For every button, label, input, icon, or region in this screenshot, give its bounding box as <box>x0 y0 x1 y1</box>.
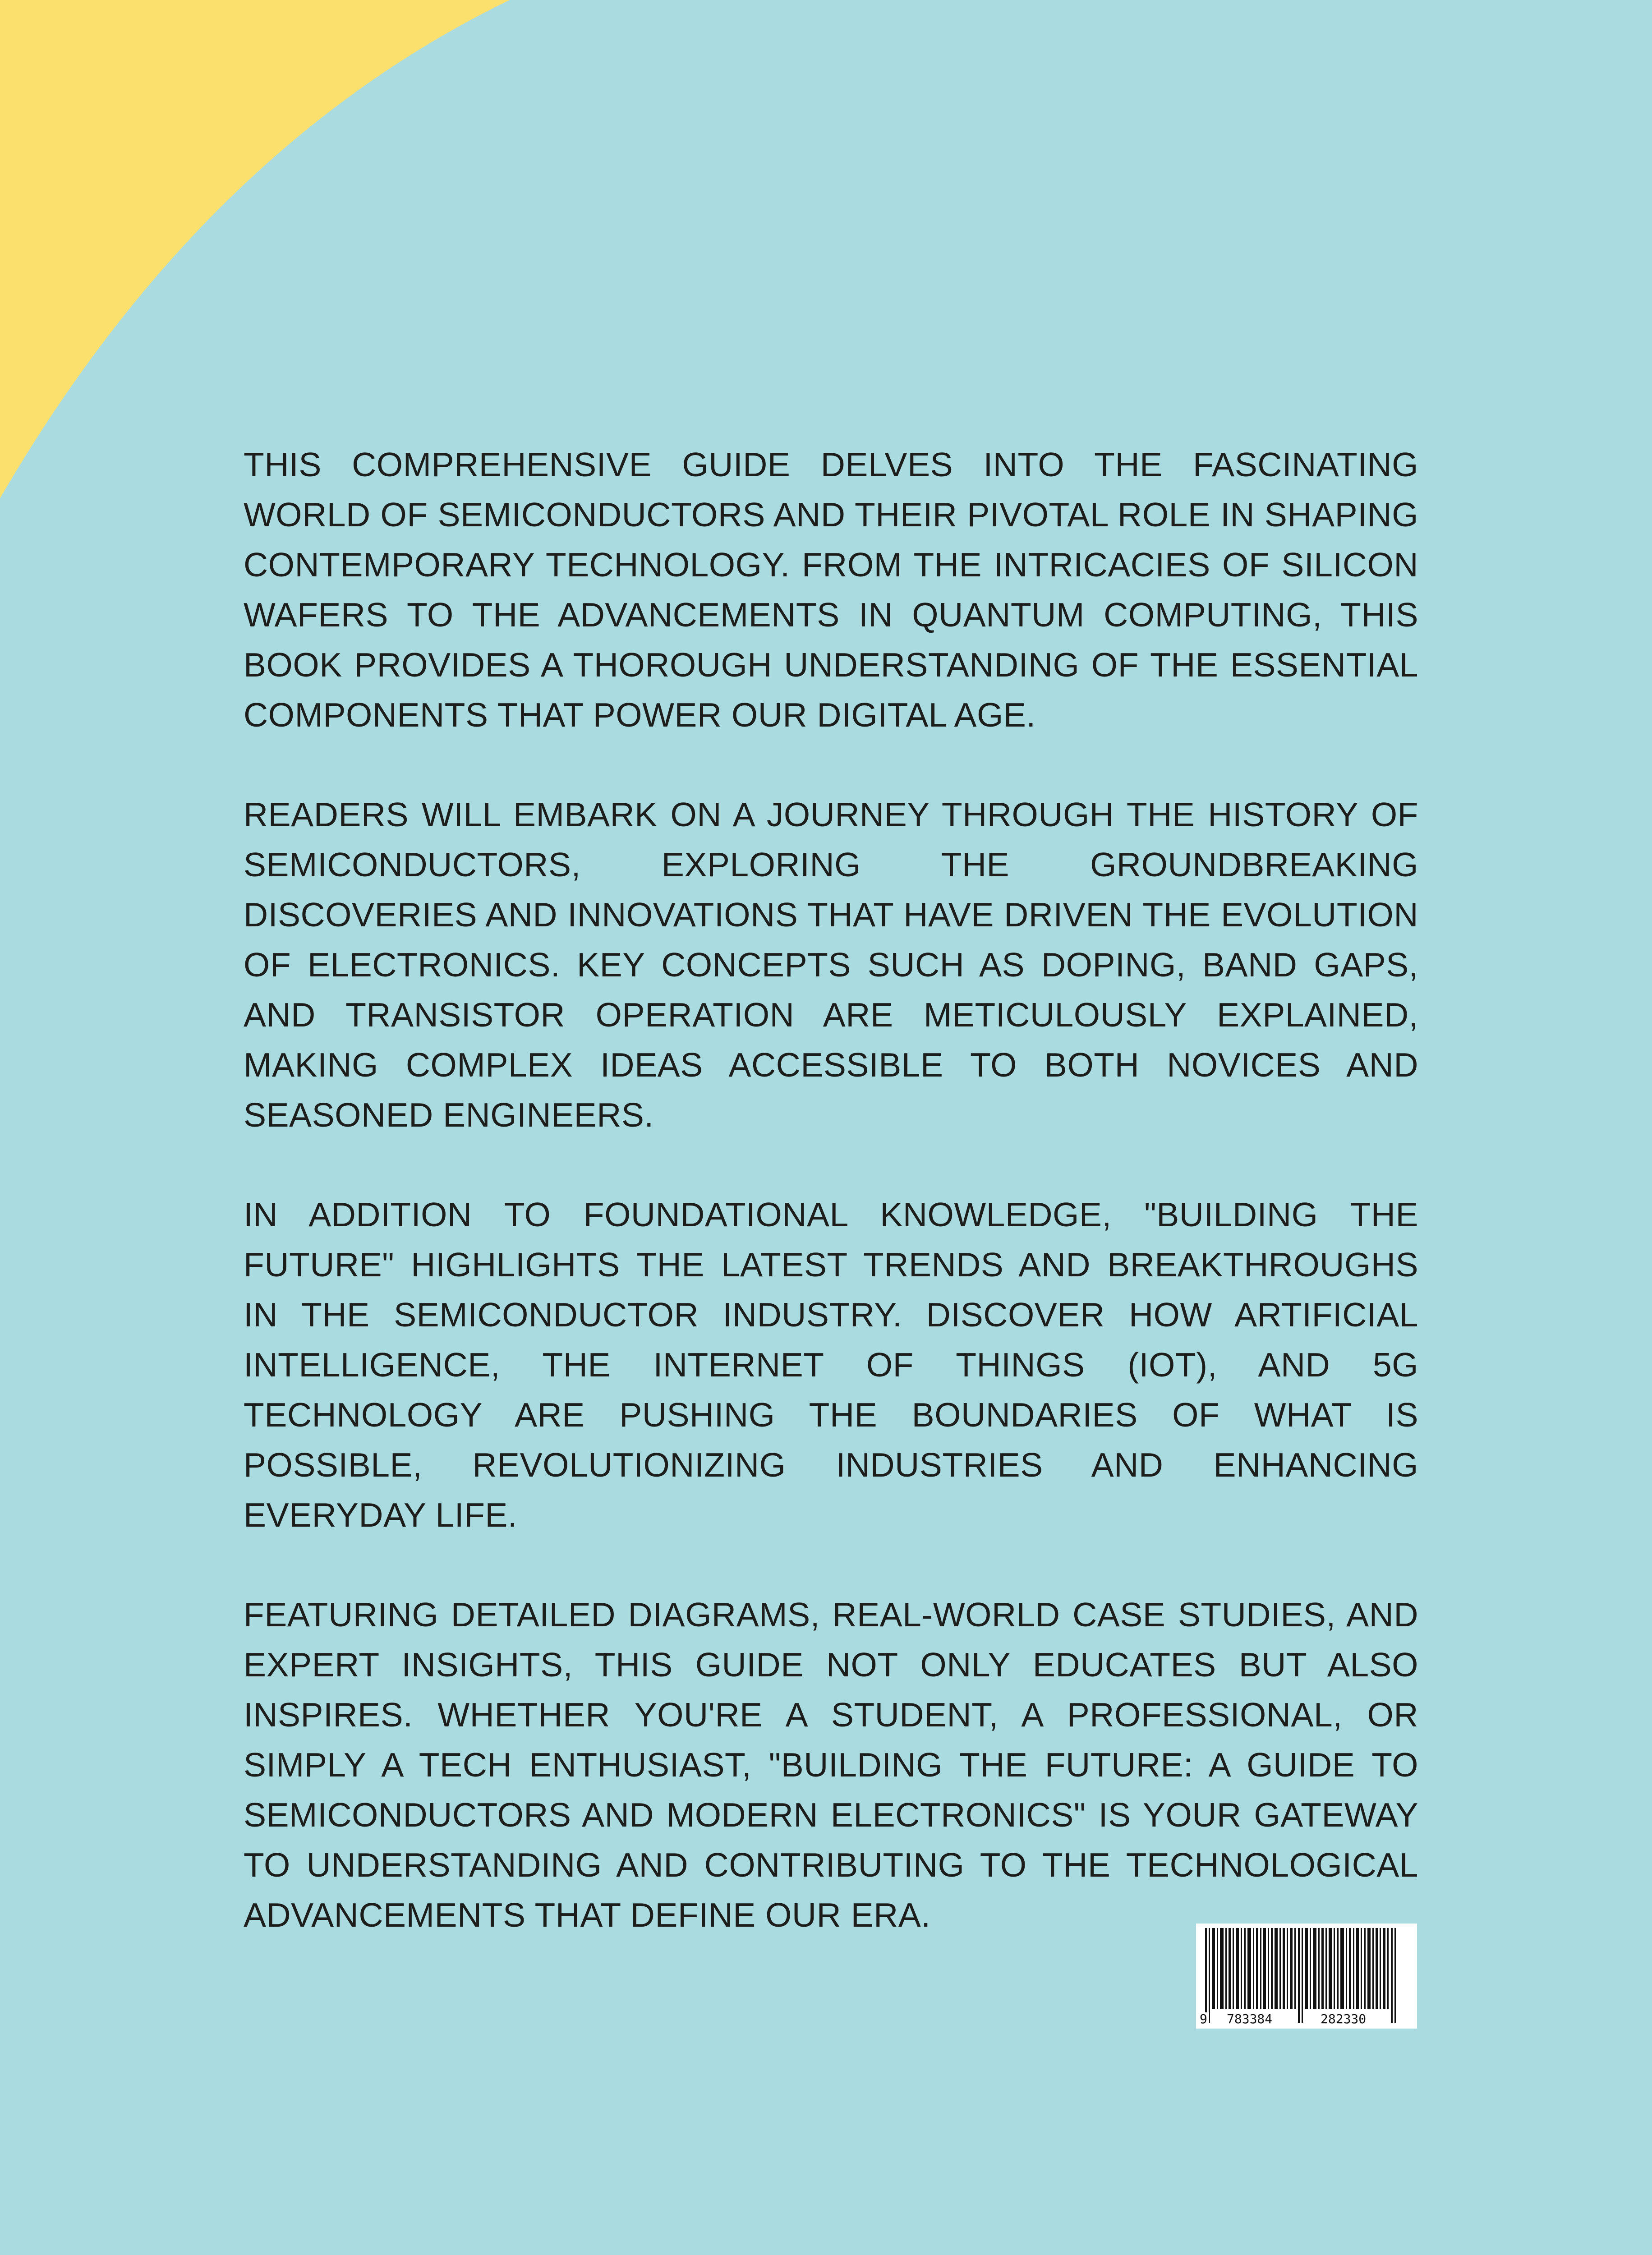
isbn-barcode <box>1196 1924 1417 2029</box>
yellow-corner-arc <box>0 0 541 505</box>
barcode-digits-right: 282330 <box>1319 2012 1368 2026</box>
description-paragraph-1: THIS COMPREHENSIVE GUIDE DELVES INTO THE FASCINATING WORLD OF SEMICONDUCTORS AND THEIR PIVOTAL ROLE IN SHAPING CONTEMPORARY TECHNOLOGY. FROM THE INTRICACIES OF SILICON WAFERS TO THE ADVANCEMENTS IN QUANTUM COMPUTING, THIS BOOK PROVIDES A THOROUGH UNDERSTANDING OF THE ESSENTIAL COMPONENTS THAT POWER OUR DIGITAL AGE. <box>244 446 1418 734</box>
description-paragraph-2: READERS WILL EMBARK ON A JOURNEY THROUGH THE HISTORY OF SEMICONDUCTORS, EXPLORING THE GROUNDBREAKING DISCOVERIES AND INNOVATIONS THAT HAVE DRIVEN THE EVOLUTION OF ELECTRONICS. KEY CONCEPTS SUCH AS DOPING, BAND GAPS, AND TRANSISTOR OPERATION ARE METICULOUSLY EXPLAINED, MAKING COMPLEX IDEAS ACCESSIBLE TO BOTH NOVICES AND SEASONED ENGINEERS. <box>244 796 1418 1134</box>
barcode-digit-first: 9 <box>1198 2012 1209 2026</box>
description-paragraph-3: IN ADDITION TO FOUNDATIONAL KNOWLEDGE, "BUILDING THE FUTURE" HIGHLIGHTS THE LATEST TRENDS AND BREAKTHROUGHS IN THE SEMICONDUCTOR INDUSTRY. DISCOVER HOW ARTIFICIAL INTELLIGENCE, THE INTERNET OF THINGS (IOT), AND 5G TECHNOLOGY ARE PUSHING THE BOUNDARIES OF WHAT IS POSSIBLE, REVOLUTIONIZING INDUSTRIES AND ENHANCING EVERYDAY LIFE. <box>244 1196 1418 1534</box>
barcode-digits-left: 783384 <box>1225 2012 1274 2026</box>
description-paragraph-4: FEATURING DETAILED DIAGRAMS, REAL-WORLD CASE STUDIES, AND EXPERT INSIGHTS, THIS GUIDE NOT ONLY EDUCATES BUT ALSO INSPIRES. WHETHER YOU'RE A STUDENT, A PROFESSIONAL, OR SIMPLY A TECH ENTHUSIAST, "BUILDING THE FUTURE: A GUIDE TO SEMICONDUCTORS AND MODERN ELECTRONICS" IS YOUR GATEWAY TO UNDERSTANDING AND CONTRIBUTING TO THE TECHNOLOGICAL ADVANCEMENTS THAT DEFINE OUR ERA. <box>244 1596 1418 1934</box>
description-block <box>244 440 1418 1990</box>
